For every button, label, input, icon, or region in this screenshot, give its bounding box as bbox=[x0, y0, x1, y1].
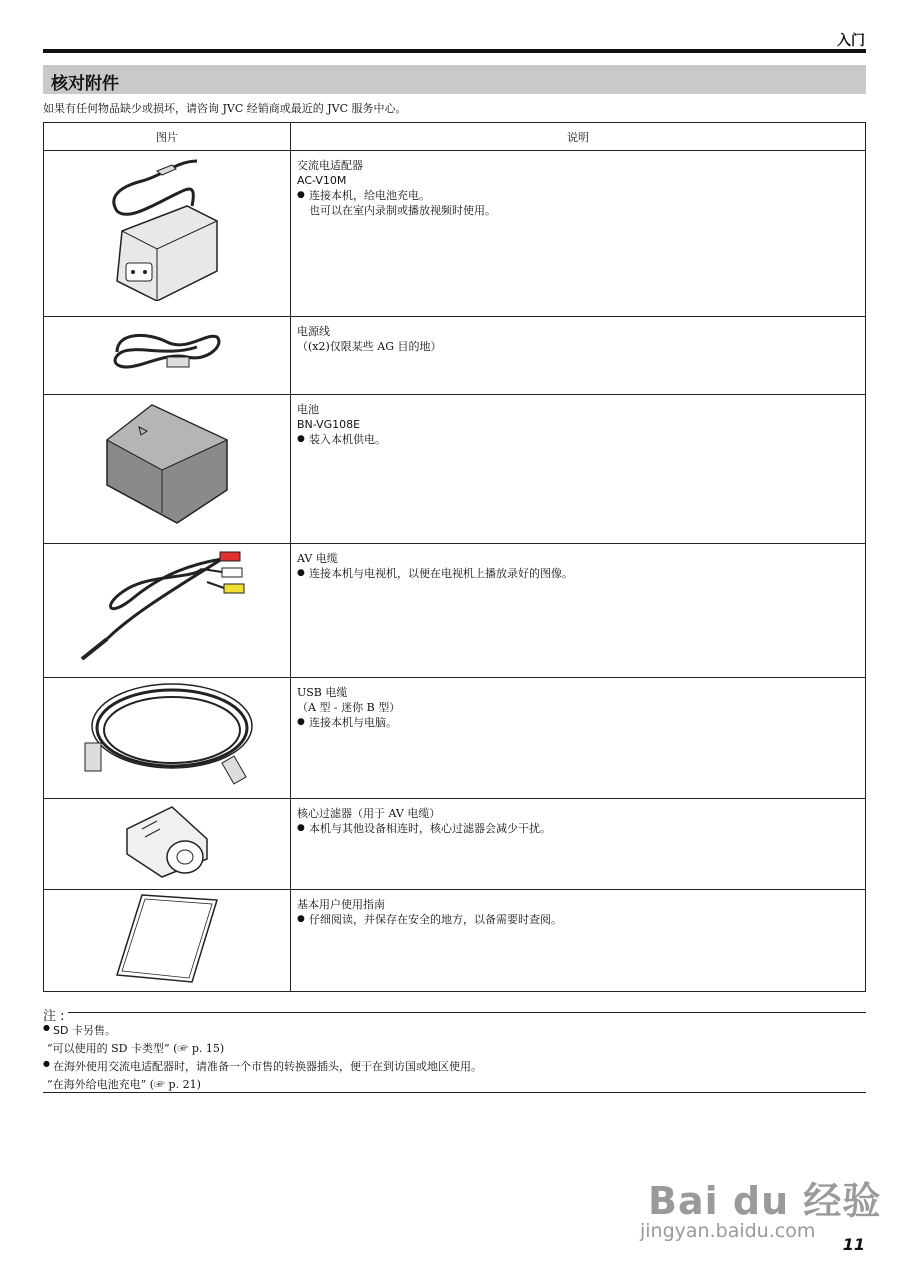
item-bullet: ● 连接本机与电视机，以便在电视机上播放录好的图像。 bbox=[297, 566, 859, 581]
item-extra: 也可以在室内录制或播放视频时使用。 bbox=[309, 204, 496, 217]
table-header-row bbox=[44, 123, 866, 151]
item-description bbox=[291, 544, 866, 678]
notes-rule bbox=[68, 1012, 866, 1013]
table-row bbox=[44, 317, 866, 395]
notes-label: 注 : bbox=[43, 1009, 65, 1024]
item-description bbox=[291, 317, 866, 395]
item-name: AV 电缆 bbox=[297, 552, 338, 565]
item-model: （(x2)仅限某些 AG 目的地） bbox=[297, 340, 442, 353]
item-bullet: ● 装入本机供电。 bbox=[297, 432, 859, 447]
item-image-cell bbox=[44, 890, 291, 992]
intro-text: 如果有任何物品缺少或损坏，请咨询 JVC 经销商或最近的 JVC 服务中心。 bbox=[43, 102, 407, 115]
item-description bbox=[291, 678, 866, 799]
section-title: 核对附件 bbox=[51, 74, 119, 94]
item-name: 电池 bbox=[297, 403, 319, 416]
table-row bbox=[44, 799, 866, 890]
chapter-title: 入门 bbox=[837, 33, 865, 49]
item-bullet: ● 仔细阅读，并保存在安全的地方，以备需要时查阅。 bbox=[297, 912, 859, 927]
item-name: 交流电适配器 bbox=[297, 159, 363, 172]
item-model: AC-V10M bbox=[297, 174, 347, 187]
item-image-cell bbox=[44, 151, 291, 317]
watermark-url: jingyan.baidu.com bbox=[640, 1220, 816, 1242]
item-name: USB 电缆 bbox=[297, 686, 348, 699]
note-item: ● SD 卡另售。 bbox=[43, 1022, 116, 1038]
item-description bbox=[291, 799, 866, 890]
item-name: 基本用户使用指南 bbox=[297, 898, 385, 911]
notes-end-rule bbox=[43, 1092, 866, 1093]
note-link[interactable]: “可以使用的 SD 卡类型” (☞ p. 15) bbox=[47, 1042, 225, 1055]
page-number: 11 bbox=[842, 1235, 865, 1254]
table-row bbox=[44, 395, 866, 544]
item-description bbox=[291, 151, 866, 317]
item-name: 电源线 bbox=[297, 325, 330, 338]
accessories-table bbox=[43, 122, 866, 992]
item-bullet: ● 连接本机，给电池充电。 bbox=[297, 188, 859, 203]
power-cord-illustration bbox=[107, 317, 227, 377]
item-image-cell bbox=[44, 799, 291, 890]
table-row bbox=[44, 890, 866, 992]
table-row bbox=[44, 151, 866, 317]
av-cable-illustration bbox=[72, 544, 262, 664]
item-image-cell bbox=[44, 678, 291, 799]
table-row bbox=[44, 544, 866, 678]
user-guide-illustration bbox=[112, 890, 222, 985]
note-link[interactable]: “在海外给电池充电” (☞ p. 21) bbox=[47, 1078, 201, 1091]
item-bullet: ● 本机与其他设备相连时，核心过滤器会减少干扰。 bbox=[297, 821, 859, 836]
header-image: 图片 bbox=[44, 123, 291, 151]
item-image-cell bbox=[44, 395, 291, 544]
core-filter-illustration bbox=[117, 799, 217, 879]
ac-adapter-illustration bbox=[102, 151, 232, 301]
usb-cable-illustration bbox=[77, 678, 257, 788]
header-description: 说明 bbox=[291, 123, 866, 151]
item-image-cell bbox=[44, 544, 291, 678]
item-description bbox=[291, 395, 866, 544]
item-description bbox=[291, 890, 866, 992]
item-image-cell bbox=[44, 317, 291, 395]
item-model: （A 型 - 迷你 B 型） bbox=[297, 701, 401, 714]
watermark-brand: Bai du 经验 bbox=[648, 1179, 882, 1223]
item-bullet: ● 连接本机与电脑。 bbox=[297, 715, 859, 730]
battery-illustration bbox=[97, 395, 237, 525]
table-row bbox=[44, 678, 866, 799]
header-rule bbox=[43, 49, 866, 53]
section-header bbox=[43, 65, 866, 94]
note-item: ● 在海外使用交流电适配器时，请准备一个市售的转换器插头，便于在到访国或地区使用。 bbox=[43, 1058, 482, 1074]
item-name: 核心过滤器（用于 AV 电缆） bbox=[297, 807, 441, 820]
item-model: BN-VG108E bbox=[297, 418, 361, 431]
